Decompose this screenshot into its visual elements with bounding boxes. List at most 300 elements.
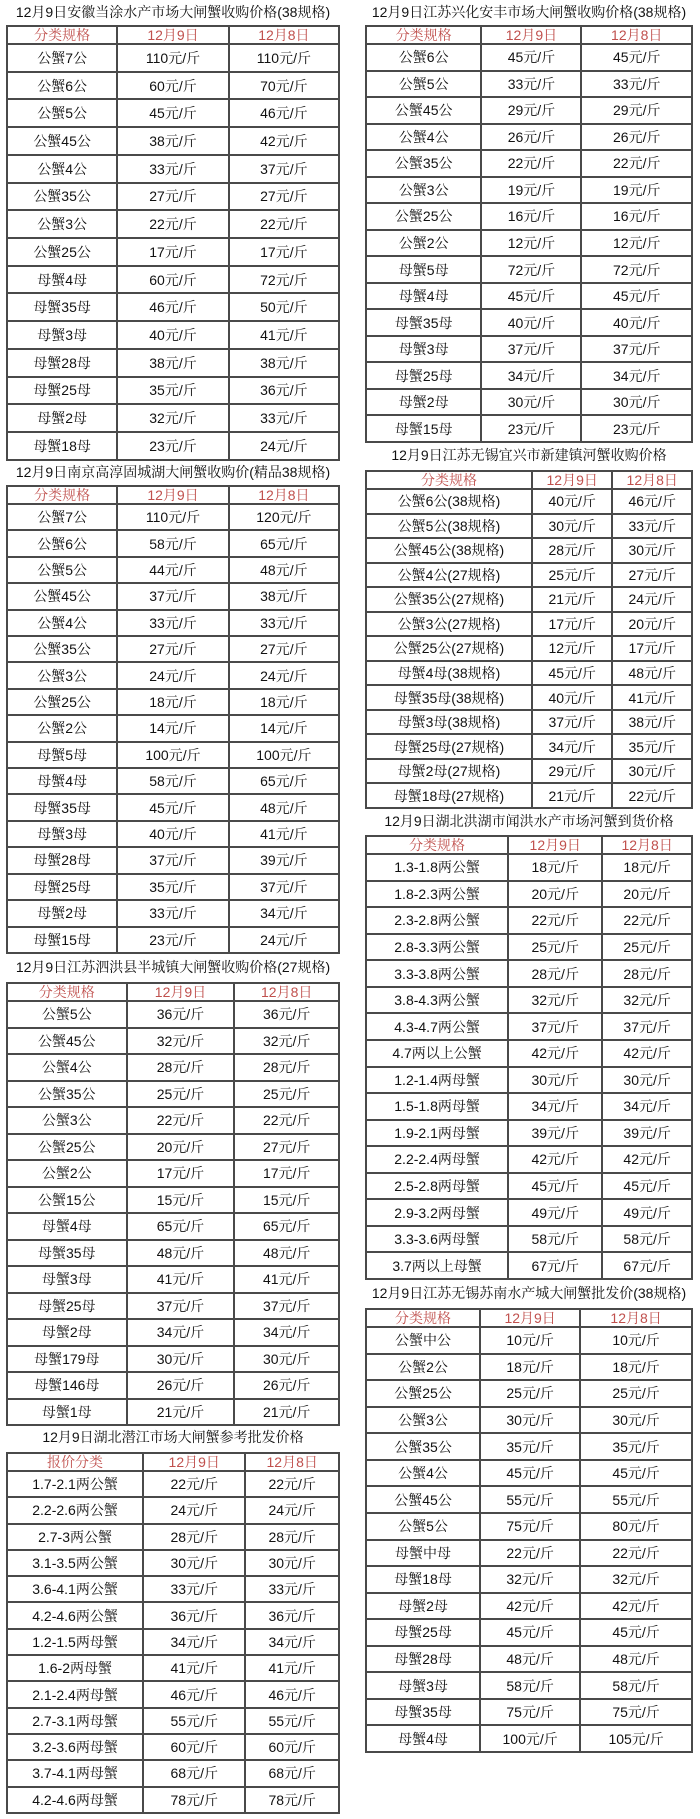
table-row (7, 1550, 339, 1576)
dec9-price-cell: 19元/斤 (481, 177, 581, 204)
table-row (7, 321, 339, 349)
dec8-price-cell: 41元/斤 (245, 1655, 339, 1681)
header-row (7, 486, 339, 504)
spec-cell: 3.3-3.8两公蟹 (366, 960, 508, 987)
dec8-price-cell: 72元/斤 (581, 256, 692, 283)
spec-cell: 母蟹15母 (366, 415, 481, 442)
dec9-price-cell: 21元/斤 (532, 587, 613, 612)
dec9-price-cell: 30元/斤 (508, 1067, 602, 1094)
header-row (7, 983, 339, 1001)
table-row (7, 72, 339, 100)
spec-cell: 公蟹7公 (7, 44, 117, 72)
table-row (7, 404, 339, 432)
spec-cell: 公蟹4公(27规格) (366, 563, 532, 588)
dec8-price-cell: 27元/斤 (612, 563, 692, 588)
dec8-price-cell: 17元/斤 (612, 636, 692, 661)
spec-header: 分类规格 (366, 26, 481, 44)
spec-cell: 母蟹146母 (7, 1372, 127, 1399)
dec9-price-cell: 16元/斤 (481, 203, 581, 230)
table-row (7, 1081, 339, 1108)
dec8-price-cell: 24元/斤 (229, 432, 339, 460)
table-row (7, 662, 339, 688)
dec8-price-cell: 27元/斤 (229, 636, 339, 662)
table-row (7, 1107, 339, 1134)
dec8-price-cell: 14元/斤 (229, 715, 339, 741)
dec9-price-cell: 55元/斤 (480, 1486, 580, 1513)
dec8-price-cell: 22元/斤 (602, 907, 692, 934)
dec8-price-cell: 60元/斤 (245, 1734, 339, 1760)
dec9-price-cell: 40元/斤 (532, 489, 613, 514)
dec8-price-cell: 120元/斤 (229, 504, 339, 530)
dec9-price-cell: 26元/斤 (481, 124, 581, 151)
dec8-price-cell: 30元/斤 (602, 1067, 692, 1094)
spec-cell: 公蟹5公 (366, 1513, 480, 1540)
spec-cell: 母蟹179母 (7, 1346, 127, 1373)
dec9-price-cell: 37元/斤 (117, 583, 229, 609)
dec9-price-cell: 33元/斤 (143, 1576, 245, 1602)
dec9-price-cell: 44元/斤 (117, 557, 229, 583)
dec8-price-cell: 33元/斤 (581, 71, 692, 98)
dec9-price-cell: 40元/斤 (481, 309, 581, 336)
spec-cell: 公蟹3公(27规格) (366, 612, 532, 637)
table-row (366, 1407, 692, 1434)
table-row (7, 1708, 339, 1734)
section-title-wuxi-sunan: 12月9日江苏无锡苏南水产城大闸蟹批发价(38规格) (371, 1285, 687, 1301)
dec8-price-cell: 29元/斤 (581, 97, 692, 124)
dec9-price-cell: 110元/斤 (117, 504, 229, 530)
dec8-price-cell: 41元/斤 (229, 821, 339, 847)
dec8-price-cell: 28元/斤 (234, 1054, 339, 1081)
dec8-price-cell: 22元/斤 (229, 210, 339, 238)
dec8-price-cell: 49元/斤 (602, 1199, 692, 1226)
price-table-nanjing-gaochun (6, 485, 340, 954)
dec9-price-cell: 33元/斤 (117, 155, 229, 183)
spec-cell: 公蟹4公 (7, 155, 117, 183)
spec-cell: 母蟹2母 (366, 389, 481, 416)
table-row (7, 1787, 339, 1813)
table-header (7, 1453, 339, 1471)
spec-cell: 母蟹2母 (366, 1593, 480, 1620)
spec-cell: 2.9-3.2两母蟹 (366, 1199, 508, 1226)
dec9-price-cell: 34元/斤 (532, 734, 613, 759)
table-row (366, 1460, 692, 1487)
table-row (7, 1187, 339, 1214)
table-body (7, 1001, 339, 1425)
dec8-price-cell: 24元/斤 (245, 1497, 339, 1523)
dec8-price-cell: 19元/斤 (581, 177, 692, 204)
dec8-price-cell: 37元/斤 (234, 1293, 339, 1320)
dec8-price-cell: 17元/斤 (229, 238, 339, 266)
table-row (7, 1734, 339, 1760)
spec-cell: 母蟹35母 (7, 1240, 127, 1267)
table-row (366, 124, 692, 151)
spec-cell: 4.7两以上公蟹 (366, 1040, 508, 1067)
spec-cell: 1.2-1.5两母蟹 (7, 1629, 143, 1655)
spec-header: 分类规格 (366, 471, 532, 489)
table-row (7, 1134, 339, 1161)
dec8-price-cell: 48元/斤 (234, 1240, 339, 1267)
dec8-price-cell: 33元/斤 (245, 1576, 339, 1602)
section-title-jiangsu-sihong: 12月9日江苏泗洪县半城镇大闸蟹收购价格(27规格) (15, 959, 331, 975)
spec-cell: 4.2-4.6两公蟹 (7, 1602, 143, 1628)
dec8-price-cell: 38元/斤 (229, 349, 339, 377)
dec8-price-cell: 37元/斤 (229, 155, 339, 183)
dec8-header: 12月8日 (580, 1309, 692, 1327)
dec9-price-cell: 45元/斤 (508, 1173, 602, 1200)
table-row (366, 612, 692, 637)
dec9-price-cell: 40元/斤 (117, 821, 229, 847)
dec9-price-cell: 40元/斤 (117, 321, 229, 349)
dec8-price-cell: 35元/斤 (580, 1433, 692, 1460)
table-body (366, 1327, 692, 1752)
table-row (7, 1399, 339, 1426)
table-row (366, 415, 692, 442)
price-table-anhui-dangtu (6, 25, 340, 461)
dec8-price-cell: 25元/斤 (602, 934, 692, 961)
dec9-header: 12月9日 (117, 486, 229, 504)
dec8-price-cell: 67元/斤 (602, 1252, 692, 1279)
spec-cell: 公蟹45公 (366, 97, 481, 124)
table-row (366, 854, 692, 881)
spec-cell: 母蟹中母 (366, 1540, 480, 1567)
dec9-price-cell: 58元/斤 (117, 768, 229, 794)
table-row (7, 155, 339, 183)
spec-cell: 母蟹28母 (366, 1646, 480, 1673)
dec9-price-cell: 23元/斤 (117, 432, 229, 460)
table-row (366, 309, 692, 336)
dec8-price-cell: 25元/斤 (580, 1380, 692, 1407)
dec8-price-cell: 38元/斤 (229, 583, 339, 609)
table-row (7, 636, 339, 662)
dec9-price-cell: 17元/斤 (532, 612, 613, 637)
dec9-header: 12月9日 (508, 836, 602, 854)
table-row (366, 489, 692, 514)
dec9-header: 12月9日 (117, 26, 229, 44)
dec8-price-cell: 55元/斤 (580, 1486, 692, 1513)
dec8-price-cell: 34元/斤 (602, 1093, 692, 1120)
dec9-price-cell: 12元/斤 (532, 636, 613, 661)
dec8-header: 12月8日 (602, 836, 692, 854)
dec8-price-cell: 75元/斤 (580, 1699, 692, 1726)
spec-cell: 2.7-3.1两母蟹 (7, 1708, 143, 1734)
spec-cell: 母蟹4母 (7, 266, 117, 294)
table-row (366, 661, 692, 686)
dec9-price-cell: 26元/斤 (127, 1372, 235, 1399)
dec8-header: 12月8日 (581, 26, 692, 44)
spec-cell: 2.5-2.8两母蟹 (366, 1173, 508, 1200)
spec-cell: 公蟹4公 (7, 610, 117, 636)
table-row (366, 177, 692, 204)
spec-cell: 母蟹1母 (7, 1399, 127, 1426)
spec-cell: 母蟹35母 (366, 309, 481, 336)
dec8-price-cell: 30元/斤 (234, 1346, 339, 1373)
spec-cell: 公蟹25公 (366, 203, 481, 230)
table-row (7, 238, 339, 266)
dec9-price-cell: 39元/斤 (508, 1120, 602, 1147)
dec8-price-cell: 36元/斤 (229, 377, 339, 405)
table-header (366, 836, 692, 854)
spec-cell: 2.2-2.4两母蟹 (366, 1146, 508, 1173)
dec8-price-cell: 17元/斤 (234, 1160, 339, 1187)
spec-cell: 母蟹3母 (366, 1672, 480, 1699)
dec9-price-cell: 45元/斤 (117, 794, 229, 820)
table-row (366, 362, 692, 389)
table-row (366, 960, 692, 987)
dec9-price-cell: 22元/斤 (127, 1107, 235, 1134)
dec9-price-cell: 65元/斤 (127, 1213, 235, 1240)
spec-cell: 母蟹5母 (7, 742, 117, 768)
dec9-price-cell: 37元/斤 (532, 710, 613, 735)
spec-cell: 母蟹35母 (366, 1699, 480, 1726)
table-row (366, 1173, 692, 1200)
dec8-price-cell: 45元/斤 (580, 1619, 692, 1646)
dec9-price-cell: 100元/斤 (117, 742, 229, 768)
spec-cell: 1.5-1.8两母蟹 (366, 1093, 508, 1120)
dec9-price-cell: 45元/斤 (481, 283, 581, 310)
dec8-price-cell: 30元/斤 (581, 389, 692, 416)
spec-cell: 公蟹2公 (366, 230, 481, 257)
spec-cell: 1.8-2.3两公蟹 (366, 881, 508, 908)
spec-cell: 公蟹5公 (7, 99, 117, 127)
dec9-price-cell: 36元/斤 (127, 1001, 235, 1028)
header-row (366, 836, 692, 854)
dec9-price-cell: 24元/斤 (143, 1497, 245, 1523)
dec9-price-cell: 35元/斤 (117, 377, 229, 405)
table-row (7, 1001, 339, 1028)
dec9-price-cell: 15元/斤 (127, 1187, 235, 1214)
dec8-price-cell: 48元/斤 (580, 1646, 692, 1673)
table-row (366, 1067, 692, 1094)
dec9-price-cell: 67元/斤 (508, 1252, 602, 1279)
spec-cell: 公蟹45公 (366, 1486, 480, 1513)
spec-cell: 3.2-3.6两母蟹 (7, 1734, 143, 1760)
spec-cell: 母蟹15母 (7, 927, 117, 954)
table-row (366, 1226, 692, 1253)
dec8-price-cell: 58元/斤 (602, 1226, 692, 1253)
dec8-price-cell: 50元/斤 (229, 293, 339, 321)
table-row (366, 1725, 692, 1752)
spec-cell: 公蟹4公 (366, 1460, 480, 1487)
spec-cell: 公蟹35公 (7, 1081, 127, 1108)
dec9-price-cell: 32元/斤 (480, 1566, 580, 1593)
table-row (7, 1629, 339, 1655)
dec8-price-cell: 33元/斤 (229, 404, 339, 432)
dec8-price-cell: 110元/斤 (229, 44, 339, 72)
spec-header: 报价分类 (7, 1453, 143, 1471)
dec8-price-cell: 58元/斤 (580, 1672, 692, 1699)
dec9-price-cell: 49元/斤 (508, 1199, 602, 1226)
dec8-price-cell: 24元/斤 (229, 662, 339, 688)
table-row (7, 1346, 339, 1373)
dec9-price-cell: 25元/斤 (532, 563, 613, 588)
dec9-price-cell: 37元/斤 (117, 847, 229, 873)
dec8-price-cell: 34元/斤 (581, 362, 692, 389)
dec8-price-cell: 45元/斤 (602, 1173, 692, 1200)
table-row (366, 256, 692, 283)
dec8-price-cell: 37元/斤 (581, 336, 692, 363)
table-row (366, 1013, 692, 1040)
spec-cell: 母蟹18母 (366, 1566, 480, 1593)
spec-cell: 公蟹35公 (7, 636, 117, 662)
dec8-price-cell: 26元/斤 (234, 1372, 339, 1399)
dec9-price-cell: 30元/斤 (532, 514, 613, 539)
spec-cell: 2.8-3.3两公蟹 (366, 934, 508, 961)
spec-cell: 母蟹3母(38规格) (366, 710, 532, 735)
spec-cell: 母蟹3母 (7, 321, 117, 349)
spec-cell: 公蟹5公(38规格) (366, 514, 532, 539)
dec9-price-cell: 27元/斤 (117, 636, 229, 662)
table-body (366, 44, 692, 442)
table-row (7, 1266, 339, 1293)
dec8-price-cell: 46元/斤 (612, 489, 692, 514)
dec9-price-cell: 23元/斤 (481, 415, 581, 442)
dec9-price-cell: 33元/斤 (117, 900, 229, 926)
spec-cell: 公蟹45公(38规格) (366, 538, 532, 563)
table-header (7, 26, 339, 44)
spec-cell: 母蟹4母 (366, 1725, 480, 1752)
table-body (366, 854, 692, 1279)
dec8-price-cell: 48元/斤 (612, 661, 692, 686)
header-row (366, 26, 692, 44)
dec9-price-cell: 37元/斤 (508, 1013, 602, 1040)
dec9-price-cell: 60元/斤 (143, 1734, 245, 1760)
spec-cell: 母蟹4母(38规格) (366, 661, 532, 686)
dec8-price-cell: 32元/斤 (234, 1028, 339, 1055)
dec8-header: 12月8日 (245, 1453, 339, 1471)
table-row (366, 783, 692, 808)
table-row (366, 203, 692, 230)
dec9-price-cell: 14元/斤 (117, 715, 229, 741)
spec-header: 分类规格 (7, 486, 117, 504)
header-row (366, 1309, 692, 1327)
table-header (366, 26, 692, 44)
table-row (366, 1619, 692, 1646)
table-row (366, 881, 692, 908)
spec-cell: 公蟹2公 (366, 1354, 480, 1381)
dec9-price-cell: 30元/斤 (127, 1346, 235, 1373)
spec-cell: 母蟹25母(27规格) (366, 734, 532, 759)
spec-cell: 1.6-2两母蟹 (7, 1655, 143, 1681)
table-row (366, 336, 692, 363)
spec-cell: 公蟹中公 (366, 1327, 480, 1354)
spec-cell: 公蟹3公 (7, 210, 117, 238)
table-row (7, 1293, 339, 1320)
dec9-price-cell: 75元/斤 (480, 1513, 580, 1540)
table-row (366, 587, 692, 612)
table-row (366, 150, 692, 177)
dec9-price-cell: 18元/斤 (480, 1354, 580, 1381)
table-row (7, 530, 339, 556)
dec8-price-cell: 42元/斤 (229, 127, 339, 155)
table-row (366, 1672, 692, 1699)
dec8-header: 12月8日 (229, 26, 339, 44)
dec8-price-cell: 34元/斤 (234, 1319, 339, 1346)
section-title-hubei-honghu: 12月9日湖北洪湖市闻洪水产市场河蟹到货价格 (384, 813, 674, 829)
dec9-price-cell: 28元/斤 (127, 1054, 235, 1081)
spec-cell: 母蟹28母 (7, 349, 117, 377)
table-row (366, 934, 692, 961)
spec-cell: 母蟹2母 (7, 1319, 127, 1346)
table-header (7, 486, 339, 504)
dec8-price-cell: 30元/斤 (612, 538, 692, 563)
table-row (7, 1028, 339, 1055)
dec8-price-cell: 33元/斤 (229, 610, 339, 636)
table-row (366, 1252, 692, 1279)
header-row (366, 471, 692, 489)
dec9-price-cell: 36元/斤 (143, 1602, 245, 1628)
price-table-hubei-qianjiang (6, 1452, 340, 1814)
dec9-price-cell: 40元/斤 (532, 685, 613, 710)
table-row (366, 710, 692, 735)
table-row (7, 1681, 339, 1707)
spec-cell: 公蟹45公 (7, 583, 117, 609)
dec9-price-cell: 32元/斤 (508, 987, 602, 1014)
spec-cell: 公蟹2公 (7, 1160, 127, 1187)
table-row (366, 1699, 692, 1726)
table-row (7, 1054, 339, 1081)
dec9-price-cell: 22元/斤 (143, 1471, 245, 1497)
spec-cell: 公蟹3公 (7, 662, 117, 688)
section-title-anhui-dangtu: 12月9日安徽当涂水产市场大闸蟹收购价格(38规格) (15, 4, 331, 20)
dec8-price-cell: 27元/斤 (229, 183, 339, 211)
table-row (7, 557, 339, 583)
spec-header: 分类规格 (7, 983, 127, 1001)
spec-cell: 公蟹3公 (7, 1107, 127, 1134)
spec-cell: 公蟹4公 (7, 1054, 127, 1081)
dec9-price-cell: 42元/斤 (480, 1593, 580, 1620)
table-header (7, 983, 339, 1001)
table-row (366, 389, 692, 416)
dec8-price-cell: 39元/斤 (229, 847, 339, 873)
spec-cell: 母蟹18母 (7, 432, 117, 460)
spec-cell: 母蟹3母 (366, 336, 481, 363)
spec-cell: 2.3-2.8两公蟹 (366, 907, 508, 934)
spec-cell: 1.9-2.1两母蟹 (366, 1120, 508, 1147)
dec9-price-cell: 38元/斤 (117, 127, 229, 155)
table-row (366, 734, 692, 759)
spec-cell: 母蟹25母 (7, 1293, 127, 1320)
section-title-jiangsu-xinghua: 12月9日江苏兴化安丰市场大闸蟹收购价格(38规格) (371, 4, 687, 20)
dec9-price-cell: 17元/斤 (117, 238, 229, 266)
dec9-price-cell: 34元/斤 (508, 1093, 602, 1120)
table-row (366, 1593, 692, 1620)
table-row (7, 210, 339, 238)
spec-cell: 母蟹35母 (7, 293, 117, 321)
dec9-price-cell: 22元/斤 (480, 1540, 580, 1567)
dec9-price-cell: 32元/斤 (117, 404, 229, 432)
dec9-price-cell: 45元/斤 (532, 661, 613, 686)
spec-cell: 2.2-2.6两公蟹 (7, 1497, 143, 1523)
header-row (7, 1453, 339, 1471)
spec-cell: 3.7-4.1两母蟹 (7, 1760, 143, 1786)
table-row (366, 1540, 692, 1567)
dec8-price-cell: 15元/斤 (234, 1187, 339, 1214)
dec9-price-cell: 33元/斤 (481, 71, 581, 98)
table-row (7, 183, 339, 211)
dec9-price-cell: 20元/斤 (508, 881, 602, 908)
table-row (7, 1655, 339, 1681)
dec8-price-cell: 28元/斤 (602, 960, 692, 987)
table-row (366, 1093, 692, 1120)
spec-cell: 母蟹35母 (7, 794, 117, 820)
dec9-price-cell: 37元/斤 (127, 1293, 235, 1320)
spec-cell: 公蟹25公 (7, 689, 117, 715)
dec9-price-cell: 10元/斤 (480, 1327, 580, 1354)
dec8-header: 12月8日 (234, 983, 339, 1001)
table-row (366, 1120, 692, 1147)
table-row (7, 99, 339, 127)
dec9-price-cell: 35元/斤 (480, 1433, 580, 1460)
